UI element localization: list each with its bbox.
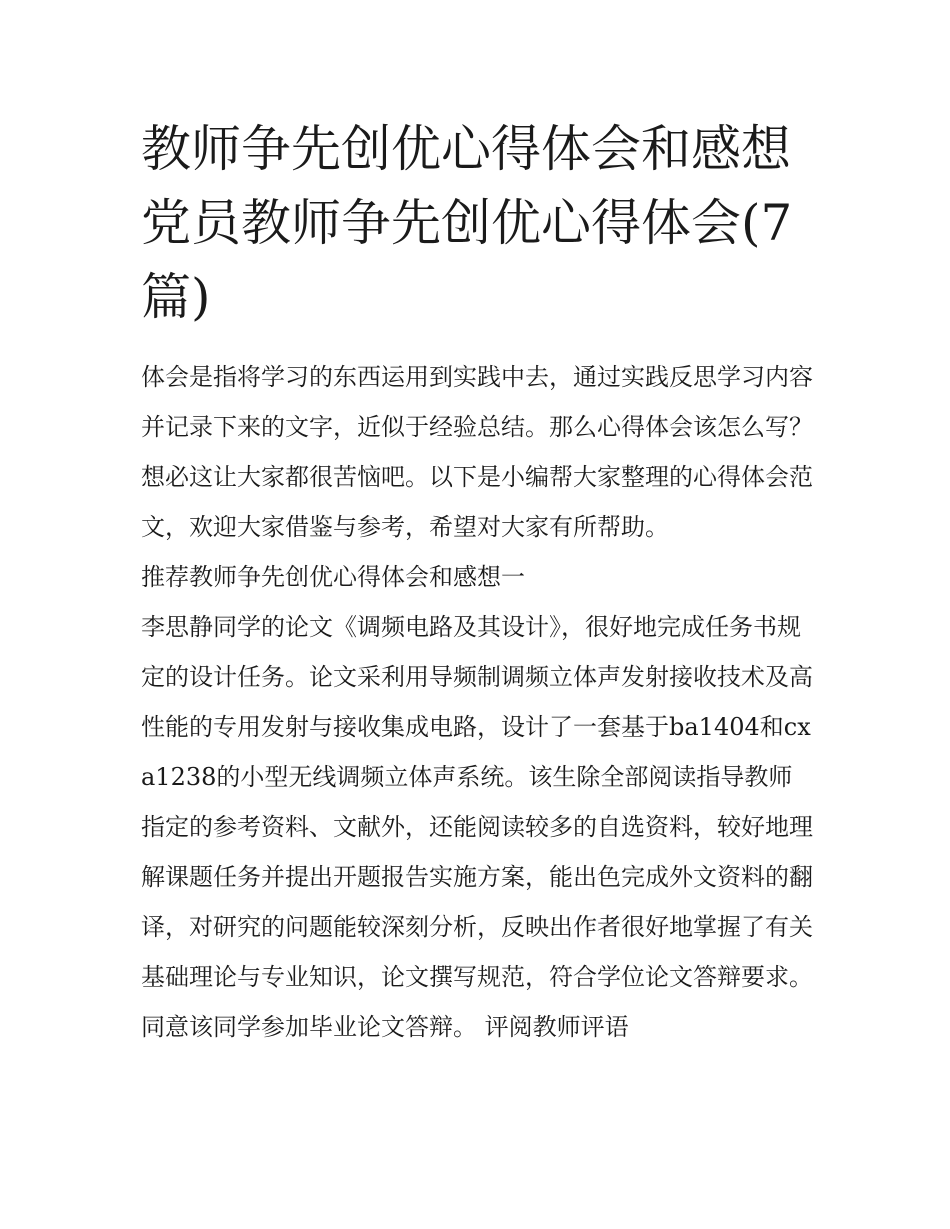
closing-line: 同意该同学参加毕业论文答辩。 评阅教师评语 xyxy=(141,1013,629,1041)
intro-paragraph: 体会是指将学习的东西运用到实践中去，通过实践反思学习内容并记录下来的文字，近似于经验总结。那么心得体会该怎么写？想必这让大家都很苦恼吧。以下是小编帮大家整理的心得体会范文，欢迎大家借鉴与参考，希望对大家有所帮助。 xyxy=(141,363,813,541)
document-title: 教师争先创优心得体会和感想党员教师争先创优心得体会(7篇) xyxy=(141,120,793,326)
document-page xyxy=(141,112,813,1052)
body-paragraph: 李思静同学的论文《调频电路及其设计》，很好地完成任务书规定的设计任务。论文采利用导频制调频立体声发射接收技术及高性能的专用发射与接收集成电路，设计了一套基于ba1404和cxa1238的小型无线调频立体声系统。该生除全部阅读指导教师指定的参考资料、文献外，还能阅读较多的自选资料，较好地理解课题任务并提出开题报告实施方案，能出色完成外文资料的翻译，对研究的问题能较深刻分析，反映出作者很好地掌握了有关基础理论与专业知识，论文撰写规范，符合学位论文答辩要求。 xyxy=(141,613,813,991)
section-heading: 推荐教师争先创优心得体会和感想一 xyxy=(141,563,525,591)
